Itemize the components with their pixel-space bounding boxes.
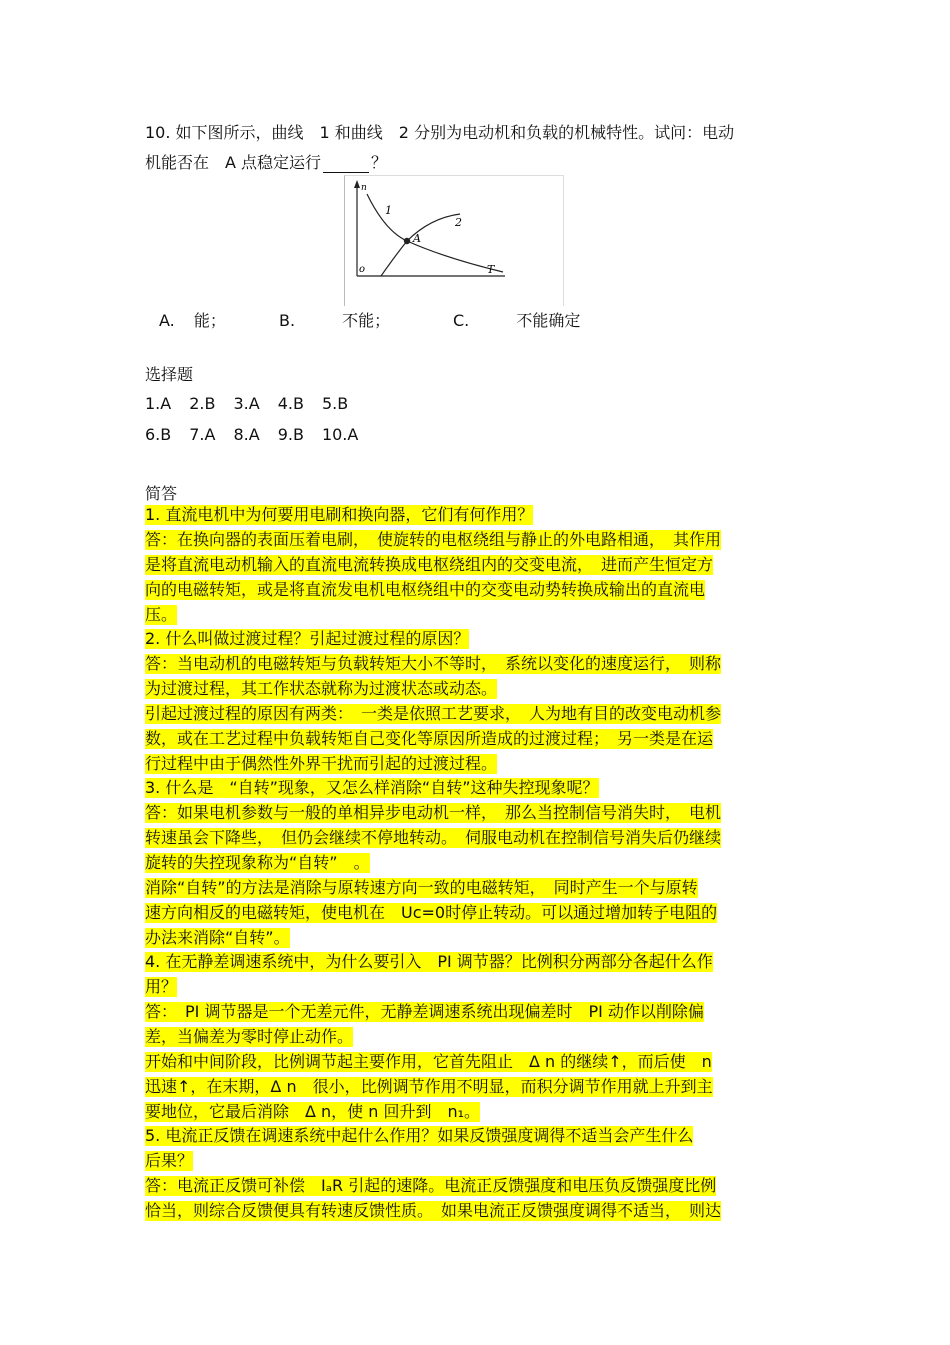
answer-item: 4.B — [277, 394, 304, 413]
text-line: 开始和中间阶段，比例调节起主要作用，它首先阻止 Δ n 的继续↑，而后使 n — [145, 1052, 712, 1071]
text-line: 1. 直流电机中为何要用电刷和换向器，它们有何作用？ — [145, 505, 534, 524]
question-10-line-1: 10. 如下图所示，曲线 1 和曲线 2 分别为电动机和负载的机械特性。试问：电动 — [145, 123, 735, 142]
text-line: 速方向相反的电磁转矩，使电机在 Uc=0时停止转动。可以通过增加转子电阻的 — [145, 903, 718, 922]
choice-heading: 选择题 — [145, 365, 194, 384]
curve-2-label: 2 — [455, 216, 462, 229]
answer-blank — [323, 158, 369, 173]
question-10-line-2 — [145, 153, 387, 173]
n-axis-arrow — [354, 180, 360, 188]
option-c-letter: C. — [453, 311, 470, 330]
text-line: 旋转的失控现象称为“自转” 。 — [145, 853, 370, 872]
text-line: 5. 电流正反馈在调速系统中起什么作用？如果反馈强度调得不适当会产生什么 — [145, 1126, 694, 1145]
text-line: 后果？ — [145, 1151, 194, 1170]
answer-item: 6.B — [145, 425, 172, 444]
origin-label: o — [359, 264, 366, 275]
answer-item: 7.A — [189, 425, 216, 444]
answer-item: 8.A — [233, 425, 260, 444]
mechanical-characteristic-figure — [344, 175, 564, 306]
text-line: 2. 什么叫做过渡过程？引起过渡过程的原因？ — [145, 629, 470, 648]
text-line: 要地位，它最后消除 Δ n，使 n 回升到 n₁。 — [145, 1102, 481, 1121]
text-line: 用？ — [145, 977, 178, 996]
text-line: 差，当偏差为零时停止动作。 — [145, 1027, 354, 1046]
characteristic-diagram — [345, 176, 563, 306]
option-b-letter: B. — [279, 311, 296, 330]
text-line: 答：如果电机参数与一般的单相异步电动机一样， 那么当控制信号消失时， 电机 — [145, 803, 722, 822]
text-line: 4. 在无静差调速系统中，为什么要引入 PI 调节器？比例积分两部分各起什么作 — [145, 952, 713, 971]
short-answer-heading: 简答 — [145, 484, 178, 503]
text-line: 消除“自转”的方法是消除与原转速方向一致的电磁转矩， 同时产生一个与原转 — [145, 878, 698, 897]
option-b — [279, 311, 390, 331]
text-line: 为过渡过程，其工作状态就称为过渡状态或动态。 — [145, 679, 498, 698]
option-b-text: 不能； — [342, 311, 391, 330]
option-a-letter: A. — [159, 311, 175, 330]
text-line: 行过程中由于偶然性外界干扰而引起的过渡过程。 — [145, 754, 498, 773]
answer-item: 5.B — [321, 394, 349, 413]
t-label: T — [487, 263, 495, 276]
choice-answers-row-2 — [145, 425, 376, 444]
text-line: 答： PI 调节器是一个无差元件，无静差调速系统出现偏差时 PI 动作以削除偏 — [145, 1002, 704, 1021]
point-a-label: A — [413, 232, 421, 245]
answer-item: 10.A — [321, 425, 359, 444]
option-a — [159, 311, 226, 331]
answer-item: 3.A — [233, 394, 260, 413]
n-label: n — [361, 183, 367, 193]
choice-answers-row-1 — [145, 394, 366, 413]
text-line: 压。 — [145, 605, 178, 624]
option-c-text: 不能确定 — [516, 311, 581, 330]
option-c — [453, 311, 580, 331]
point-a — [404, 238, 410, 244]
text-line: 转速虽会下降些， 但仍会继续不停地转动。 伺服电动机在控制信号消失后仍继续 — [145, 828, 722, 847]
question-10-text: 机能否在 A 点稳定运行 — [145, 153, 322, 172]
answer-item: 1.A — [145, 394, 172, 413]
text-line: 办法来消除“自转”。 — [145, 928, 290, 947]
text-line: 答：当电动机的电磁转矩与负载转矩大小不等时， 系统以变化的速度运行， 则称 — [145, 654, 722, 673]
text-line: 是将直流电动机输入的直流电流转换成电枢绕组内的交变电流， 进而产生恒定方 — [145, 555, 714, 574]
curve-1-label: 1 — [385, 204, 392, 217]
text-line: 3. 什么是 “自转”现象，又怎么样消除“自转”这种失控现象呢？ — [145, 778, 599, 797]
option-a-text: 能； — [193, 311, 226, 330]
text-line: 答：在换向器的表面压着电刷， 使旋转的电枢绕组与静止的外电路相通， 其作用 — [145, 530, 722, 549]
question-mark: ？ — [371, 153, 388, 172]
answer-item: 2.B — [189, 394, 216, 413]
text-line: 引起过渡过程的原因有两类： 一类是依照工艺要求， 人为地有目的改变电动机参 — [145, 704, 722, 723]
answer-item: 9.B — [277, 425, 304, 444]
text-line: 迅速↑，在末期，Δ n 很小，比例调节作用不明显，而积分调节作用就上升到主 — [145, 1077, 713, 1096]
curve-2 — [381, 214, 460, 276]
text-line: 向的电磁转矩，或是将直流发电机电枢绕组中的交变电动势转换成输出的直流电 — [145, 580, 706, 599]
text-line: 答：电流正反馈可补偿 IₐR 引起的速降。电流正反馈强度和电压负反馈强度比例 — [145, 1176, 717, 1195]
text-line: 数，或在工艺过程中负载转矩自己变化等原因所造成的过渡过程； 另一类是在运 — [145, 729, 714, 748]
text-line: 恰当，则综合反馈便具有转速反馈性质。 如果电流正反馈强度调得不适当， 则达 — [145, 1201, 722, 1220]
